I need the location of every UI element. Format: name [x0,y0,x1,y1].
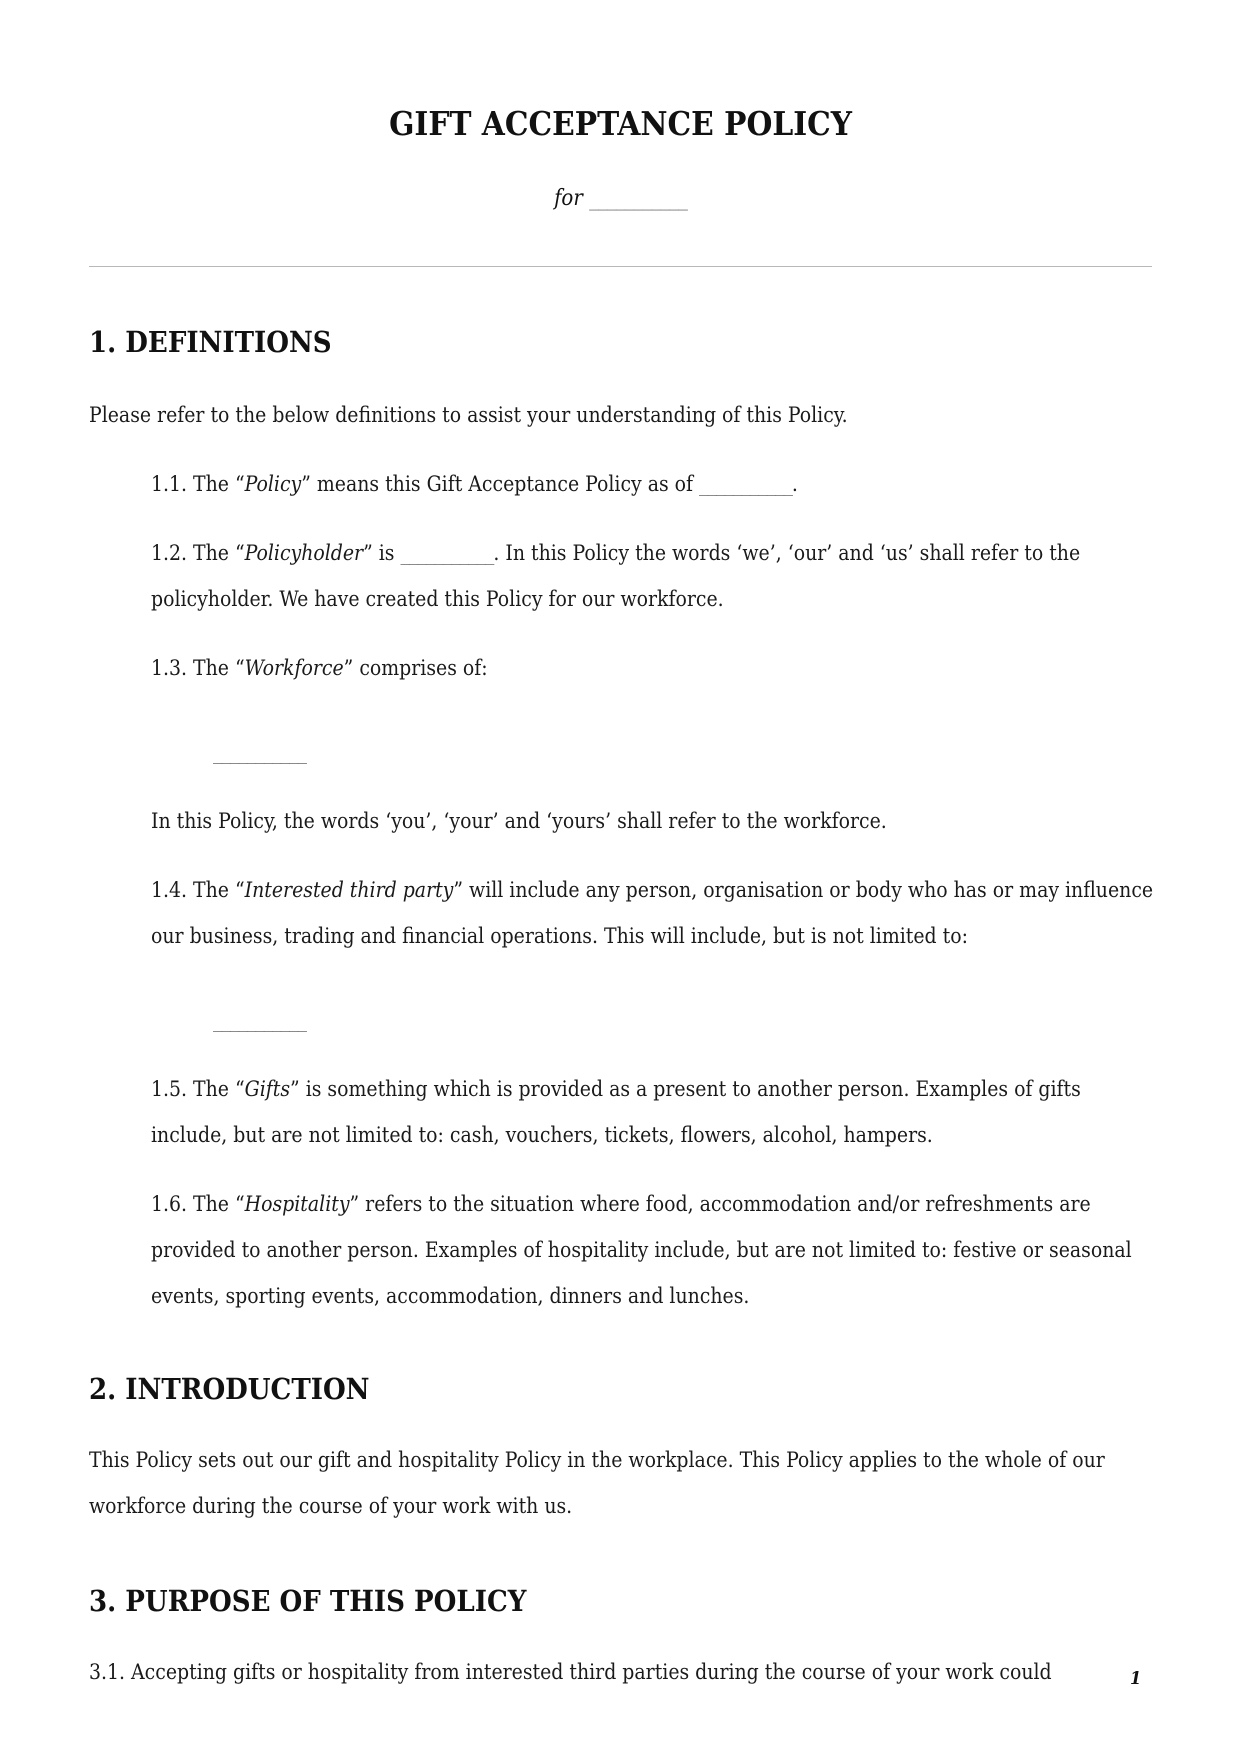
definition-item-1-6 [89,1181,1154,1319]
item-text: ” is something which is provided as a present to another person. Examples of gifts include, but are not limited to: cash, vouchers, tickets, flowers, alcohol, hampers. [151,1077,1081,1147]
policyholder-blank-field[interactable]: ___________ [400,541,494,565]
item-end: . In this Policy the words ‘we’, ‘our’ and ‘us’ shall refer to the policyholder. We have created this Policy for our workforce. [151,541,1081,611]
definition-item-1-2 [89,530,1154,622]
item-text: ” will include any person, organisation or body who has or may influence our business, trading and financial operations. This will include, but is not limited to: [151,878,1154,948]
item-text: ” refers to the situation where food, accommodation and/or refreshments are provided to another person. Examples of hospitality include, but are not limited to: festive or seasonal events, sporting events, accommodation, dinners and lunches. [151,1192,1132,1308]
document-subtitle [0,186,1241,211]
page-number: 1 [1130,1668,1142,1689]
document-body [89,322,1154,1695]
definition-item-1-5 [89,1066,1154,1158]
defined-term: Workforce [244,656,344,680]
header-divider [89,266,1152,267]
defined-term: Policy [244,472,302,496]
item-text: ” is [363,541,401,565]
definitions-intro: Please refer to the below definitions to assist your understanding of this Policy. [89,403,848,427]
defined-term: Interested third party [244,878,454,902]
purpose-item-3-1: 3.1. Accepting gifts or hospitality from interested third parties during the course of your work could [89,1660,1052,1684]
item-text: ” means this Gift Acceptance Policy as of [301,472,700,496]
document-title: GIFT ACCEPTANCE POLICY [389,104,852,143]
item-prefix: 1.3. The “ [151,656,245,680]
organisation-blank-field[interactable]: ___________ [589,186,687,211]
workforce-list-item [89,729,1154,775]
defined-term: Gifts [244,1077,291,1101]
item-prefix: 1.4. The “ [151,878,245,902]
subtitle-prefix: for [554,186,583,211]
third-party-list-item [89,997,1154,1043]
item-prefix: 1.5. The “ [151,1077,245,1101]
defined-term: Hospitality [244,1192,350,1216]
item-text: ” comprises of: [343,656,488,680]
introduction-body: This Policy sets out our gift and hospitality Policy in the workplace. This Policy applies to the whole of our workforce during the course of your work with us. [89,1448,1105,1518]
item-prefix: 1.6. The “ [151,1192,245,1216]
third-party-blank-field[interactable]: ___________ [213,1008,306,1032]
section-heading-definitions: 1. DEFINITIONS [89,325,332,359]
definition-item-1-1 [89,461,1154,507]
section-heading-introduction: 2. INTRODUCTION [89,1372,370,1406]
definition-item-1-4 [89,867,1154,959]
workforce-blank-field[interactable]: ___________ [213,740,306,764]
item-prefix: 1.2. The “ [151,541,245,565]
definition-item-1-3 [89,645,1154,691]
section-heading-purpose: 3. PURPOSE OF THIS POLICY [89,1584,527,1618]
workforce-note: In this Policy, the words ‘you’, ‘your’ and ‘yours’ shall refer to the workforce. [151,809,887,833]
item-end: . [791,472,798,496]
date-blank-field[interactable]: ___________ [699,472,792,496]
defined-term: Policyholder [244,541,364,565]
item-prefix: 1.1. The “ [151,472,245,496]
